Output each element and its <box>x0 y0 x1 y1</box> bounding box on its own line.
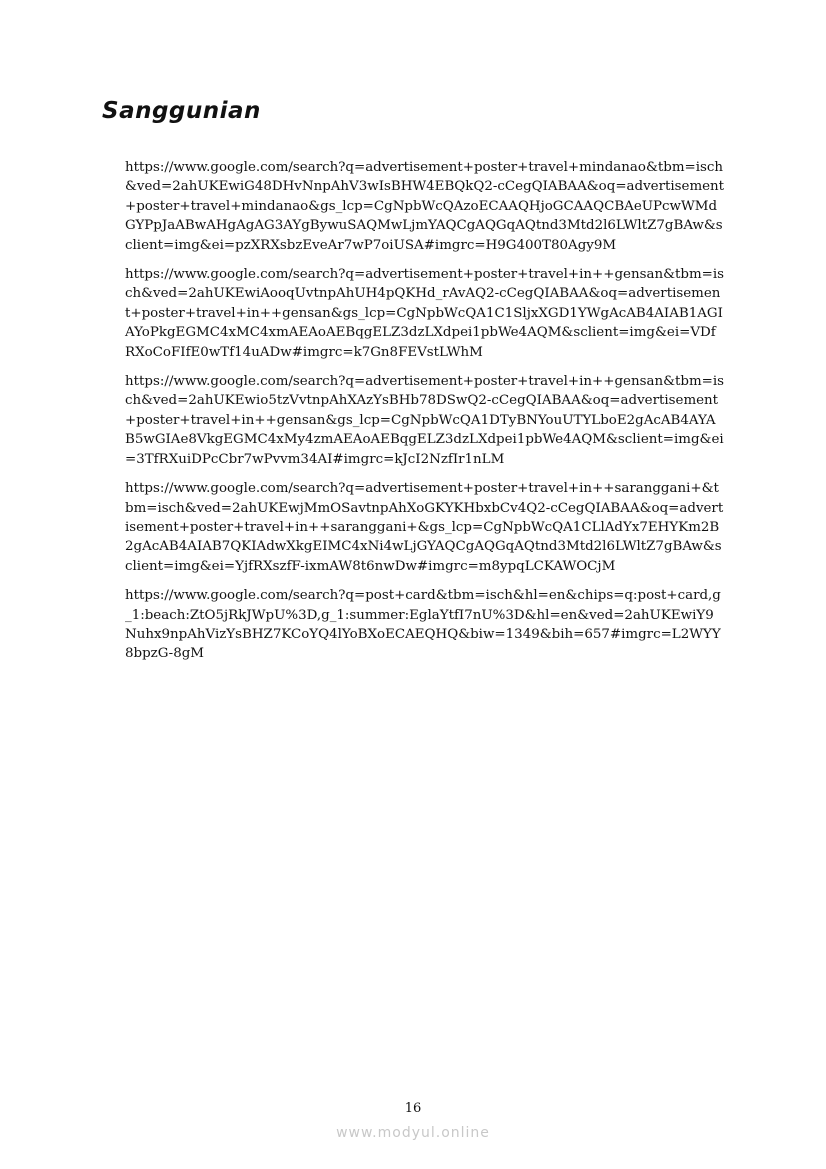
reference-list <box>125 158 725 674</box>
reference-item: https://www.google.com/search?q=advertisement+poster+travel+in++gensan&tbm=isch&ved=2ahUKEwiAooqUvtnpAhUH4pQKHd_rAvAQ2-cCegQIABAA&oq=advertisement+poster+travel+in++gensan&gs_lcp=CgNpbWcQA1C1SljxXGD1YWgAcAB4AIAB1AGIAYoPkgEGMC4xMC4xmAEAoAEBqgELZ3dzLXdpei1pbWe4AQM&sclient=img&ei=VDfRXoCoFIfE0wTf14uADw#imgrc=k7Gn8FEVstLWhM <box>125 267 725 360</box>
page-heading: Sanggunian <box>102 98 261 124</box>
reference-item: https://www.google.com/search?q=post+card&tbm=isch&hl=en&chips=q:post+card,g_1:beach:ZtO5jRkJWpU%3D,g_1:summer:EglaYtfI7nU%3D&hl=en&ved=2ahUKEwiY9Nuhx9npAhVizYsBHZ7KCoYQ4lYoBXoECAEQHQ&biw=1349&bih=657#imgrc=L2WYY8bpzG-8gM <box>125 588 721 662</box>
reference-item: https://www.google.com/search?q=advertisement+poster+travel+mindanao&tbm=isch&ved=2ahUKEwiG48DHvNnpAhV3wIsBHW4EBQkQ2-cCegQIABAA&oq=advertisement+poster+travel+mindanao&gs_lcp=CgNpbWcQAzoECAAQHjoGCAAQCBAeUPcwWMdGYPpJaABwAHgAgAG3AYgBywuSAQMwLjmYAQCgAQGqAQtnd3Mtd2l6LWltZ7gBAw&sclient=img&ei=pzXRXsbzEveAr7wP7oiUSA#imgrc=H9G400T80Agy9M <box>125 160 725 253</box>
page-number: 16 <box>404 1101 422 1116</box>
watermark: www.modyul.online <box>336 1125 490 1141</box>
reference-item: https://www.google.com/search?q=advertisement+poster+travel+in++saranggani+&tbm=isch&ved=2ahUKEwjMmOSavtnpAhXoGKYKHbxbCv4Q2-cCegQIABAA&oq=advertisement+poster+travel+in++saranggani+&gs_lcp=CgNpbWcQA1CLlAdYx7EHYKm2B2gAcAB4AIAB7QKIAdwXkgEIMC4xNi4wLjGYAQCgAQGqAQtnd3Mtd2l6LWltZ7gBAw&sclient=img&ei=YjfRXszfF-ixmAW8t6nwDw#imgrc=m8ypqLCKAWOCjM <box>125 481 724 574</box>
reference-item: https://www.google.com/search?q=advertisement+poster+travel+in++gensan&tbm=isch&ved=2ahUKEwio5tzVvtnpAhXAzYsBHb78DSwQ2-cCegQIABAA&oq=advertisement+poster+travel+in++gensan&gs_lcp=CgNpbWcQA1DTyBNYouUTYLboE2gAcAB4AYAB5wGIAe8VkgEGMC4xMy4zmAEAoAEBqgELZ3dzLXdpei1pbWe4AQM&sclient=img&ei=3TfRXuiDPcCbr7wPvvm34AI#imgrc=kJcI2NzfIr1nLM <box>125 374 725 467</box>
